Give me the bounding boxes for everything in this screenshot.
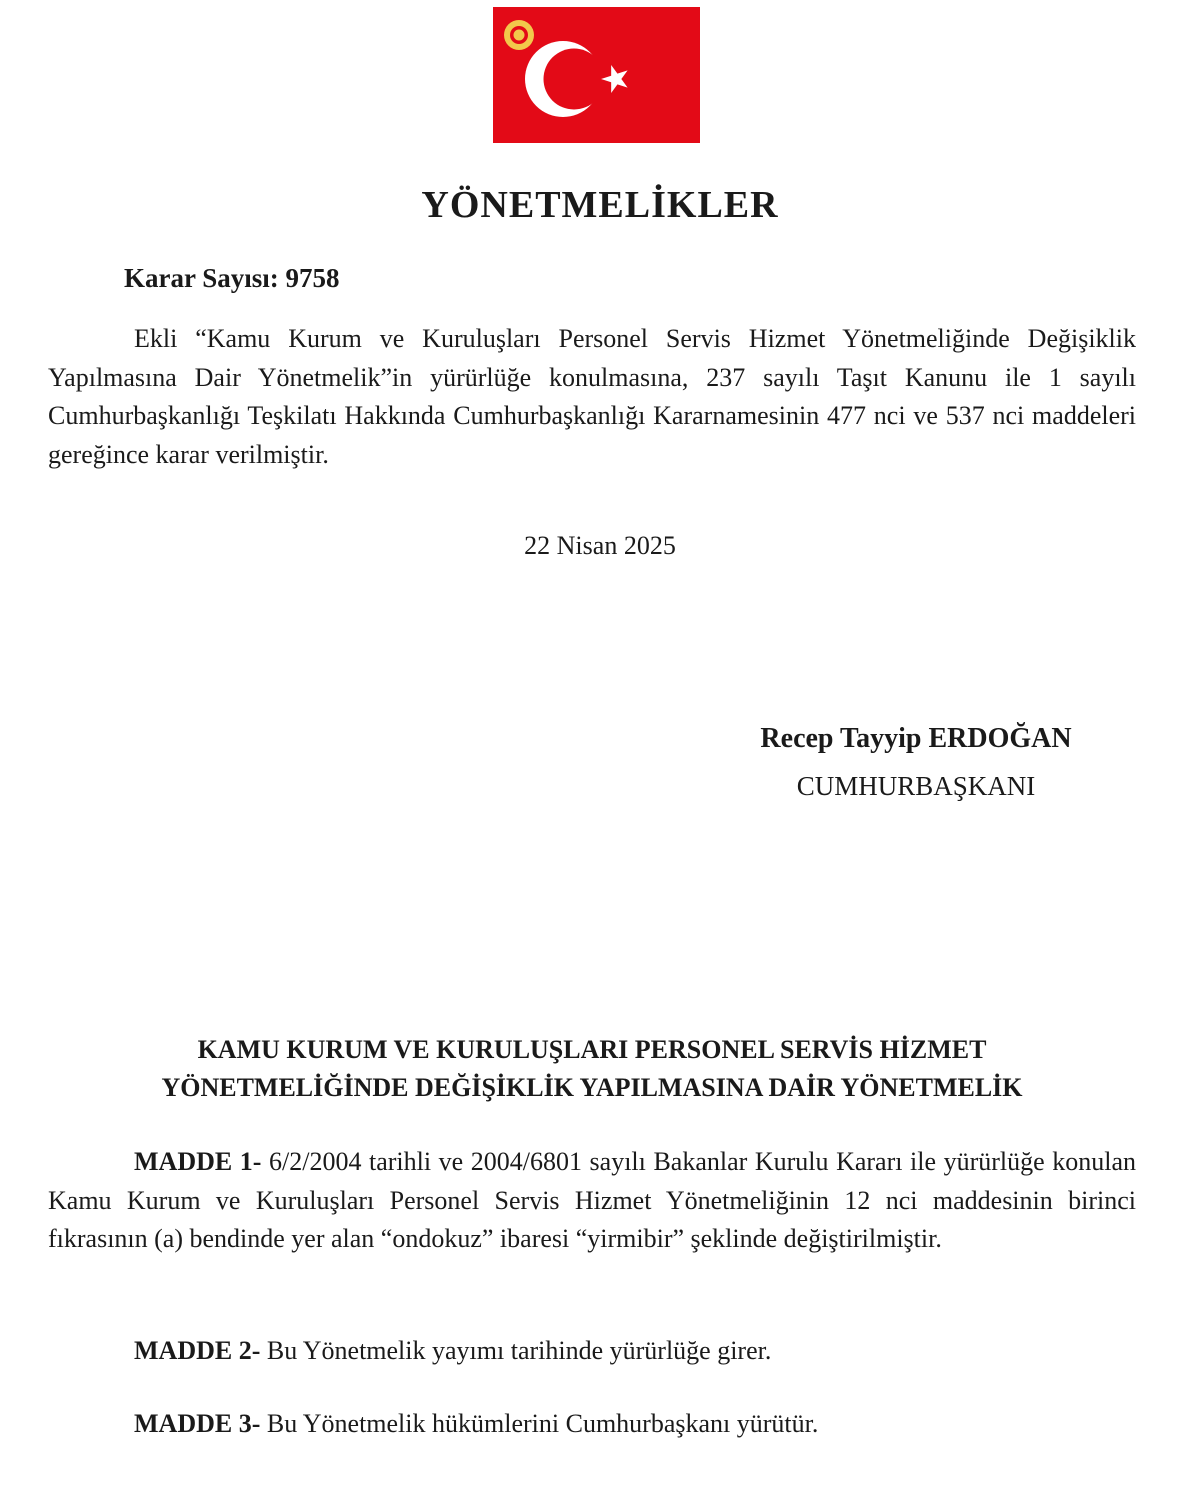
presidential-seal-icon bbox=[504, 20, 534, 50]
article-1-text: 6/2/2004 tarihli ve 2004/6801 sayılı Bakanlar Kurulu Kararı ile yürürlüğe konulan Kamu Kurum ve Kuruluşları Personel Servis Hizmet Yönetmeliğinin 12 nci maddesinin birinci fıkrasının (a) bendinde yer alan “ondokuz” ibaresi “yirmibir” şeklinde değiştirilmiştir. bbox=[48, 1147, 1136, 1253]
article-3-label: MADDE 3- bbox=[134, 1409, 261, 1438]
decision-number: Karar Sayısı: 9758 bbox=[124, 263, 340, 293]
article-1-label: MADDE 1- bbox=[134, 1147, 262, 1176]
article-1 bbox=[48, 1143, 1136, 1259]
article-3 bbox=[134, 1409, 818, 1439]
article-2-label: MADDE 2- bbox=[134, 1336, 261, 1365]
signer-name: Recep Tayyip ERDOĞAN bbox=[760, 723, 1072, 754]
turkish-flag-icon bbox=[493, 7, 700, 143]
article-2 bbox=[134, 1336, 771, 1366]
regulation-title-line-1: KAMU KURUM VE KURULUŞLARI PERSONEL SERVİS HİZMET bbox=[197, 1035, 987, 1064]
article-3-text: Bu Yönetmelik hükümlerini Cumhurbaşkanı yürütür. bbox=[260, 1409, 819, 1438]
regulation-title-line-2: YÖNETMELİĞİNDE DEĞİŞİKLİK YAPILMASINA DAİR YÖNETMELİK bbox=[161, 1073, 1023, 1102]
page-title: YÖNETMELİKLER bbox=[421, 184, 779, 226]
regulation-title bbox=[48, 1031, 1136, 1107]
intro-paragraph: Ekli “Kamu Kurum ve Kuruluşları Personel Servis Hizmet Yönetmeliğinde Değişiklik Yapılmasına Dair Yönetmelik”in yürürlüğe konulmasına, 237 sayılı Taşıt Kanunu ile 1 sayılı Cumhurbaşkanlığı Teşkilatı Hakkında Cumhurbaşkanlığı Kararnamesinin 477 nci ve 537 nci maddeleri gereğince karar verilmiştir. bbox=[48, 324, 1136, 469]
article-2-text: Bu Yönetmelik yayımı tarihinde yürürlüğe girer. bbox=[260, 1336, 772, 1365]
signer-title: CUMHURBAŞKANI bbox=[796, 771, 1036, 801]
decision-date: 22 Nisan 2025 bbox=[524, 531, 676, 560]
